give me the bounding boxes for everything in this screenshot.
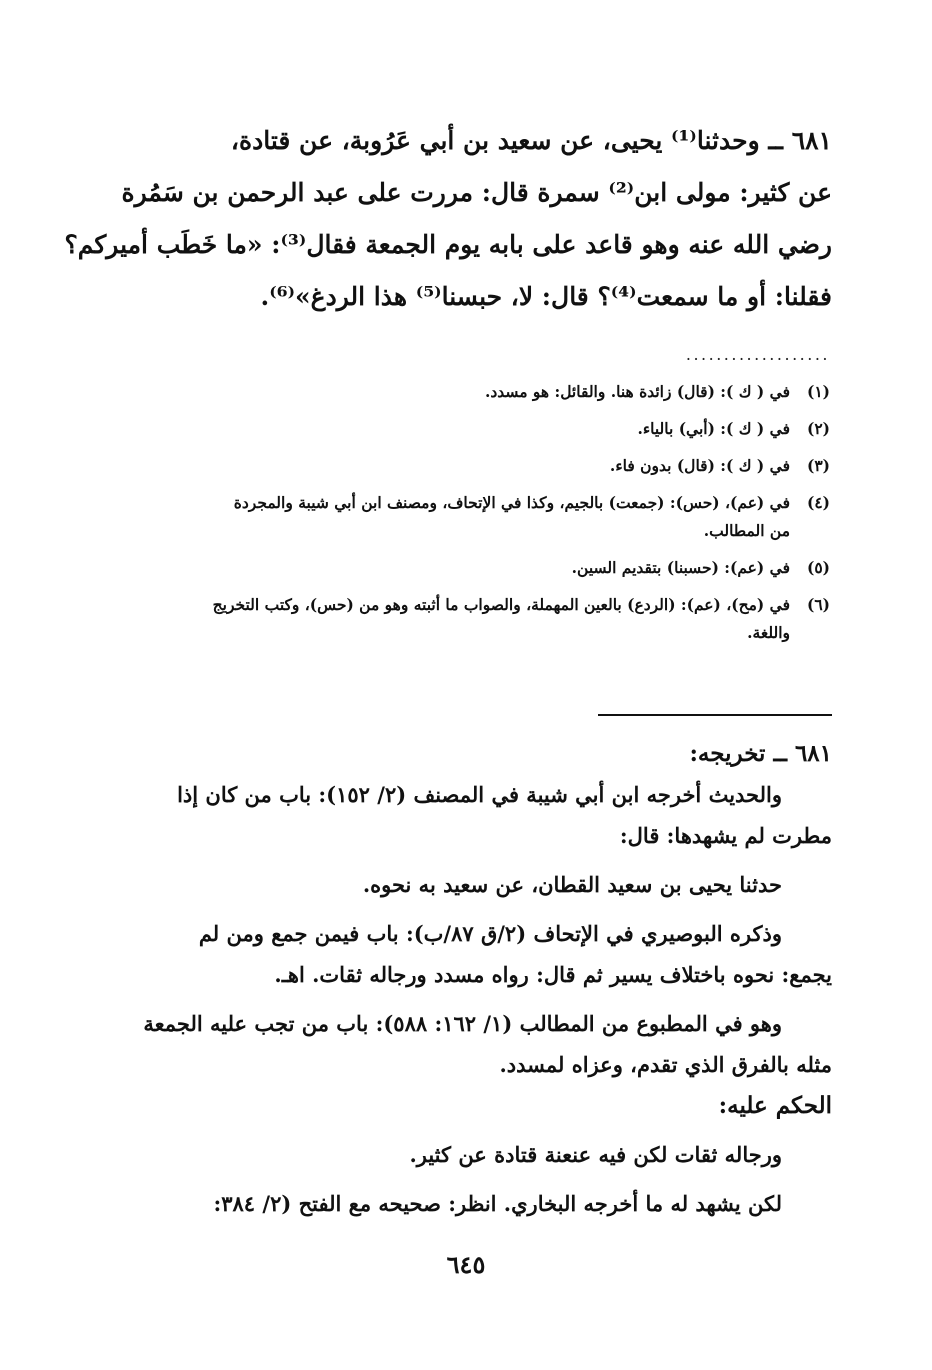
hukm-heading: الحكم عليه: xyxy=(718,1092,832,1119)
footnote-continuation: واللغة. xyxy=(747,623,790,642)
takhrij-line: مثله بالفرق الذي تقدم، وعزاه لمسدد. xyxy=(499,1052,832,1077)
page-number: ٦٤٥ xyxy=(446,1250,486,1279)
footnote-number: (٤) xyxy=(806,493,830,512)
footnote-4 xyxy=(105,489,830,545)
footnote-number: (٦) xyxy=(806,595,830,614)
footnote-text: في ( ك ): (قال) بدون فاء. xyxy=(609,456,790,475)
footnote-separator: ................... xyxy=(685,345,830,364)
footnote-text: في (مح)، (عم): (الردع) بالعين المهملة، والصواب ما أثبته وهو من (حس)، وكتب التخريج xyxy=(212,595,790,614)
takhrij-line: يجمع: نحوه باختلاف يسير ثم قال: رواه مسدد ورجاله ثقات. اهـ. xyxy=(274,962,832,987)
footnote-text: في ( ك ): (أبي) بالياء. xyxy=(637,419,790,438)
footnote-2 xyxy=(105,415,830,443)
footnote-continuation: من المطالب. xyxy=(703,521,790,540)
hadith-text xyxy=(64,115,832,323)
footnote-text: في ( ك ): (قال) زائدة هنا. والقائل: هو مسدد. xyxy=(484,382,790,401)
takhrij-line: والحديث أخرجه ابن أبي شيبة في المصنف (٢/ ١٥٢): باب من كان إذا xyxy=(177,782,782,807)
footnote-text: في (عم)، (حس): (جمعت) بالجيم، وكذا في الإتحاف، ومصنف ابن أبي شيبة والمجردة xyxy=(233,493,790,512)
hadith-line: عن كثير: مولى ابن⁽²⁾ سمرة قال: مررت على عبد الرحمن بن سَمُرة xyxy=(121,178,832,207)
hadith-line: ٦٨١ ــ وحدثنا⁽¹⁾ يحيى، عن سعيد بن أبي عَرُوبة، عن قتادة، xyxy=(230,126,832,155)
footnote-number: (٢) xyxy=(806,419,830,438)
takhrij-line: وهو في المطبوع من المطالب (١/ ١٦٢: ٥٨٨): باب من تجب عليه الجمعة xyxy=(143,1011,782,1036)
takhrij-line: حدثنا يحيى بن سعيد القطان، عن سعيد به نحوه. xyxy=(362,872,782,897)
footnote-3 xyxy=(105,452,830,480)
hadith-line: فقلنا: أو ما سمعت⁽⁴⁾؟ قال: لا، حبسنا⁽⁵⁾ هذا الردغ»⁽⁶⁾. xyxy=(260,282,832,311)
footnote-number: (٥) xyxy=(806,558,830,577)
takhrij-line: مطرت لم يشهدها: قال: xyxy=(619,823,832,848)
hukm-line: ورجاله ثقات لكن فيه عنعنة قتادة عن كثير. xyxy=(409,1142,782,1167)
footnote-text: في (عم): (حسبنا) بتقديم السين. xyxy=(571,558,790,577)
footnotes xyxy=(105,378,830,656)
hadith-line: رضي الله عنه وهو قاعد على بابه يوم الجمعة فقال⁽³⁾: «ما خَطَب أميركم؟ xyxy=(64,230,832,259)
footnote-number: (٣) xyxy=(806,456,830,475)
footnote-1 xyxy=(105,378,830,406)
hukm-line: لكن يشهد له ما أخرجه البخاري. انظر: صحيحه مع الفتح (٢/ ٣٨٤: xyxy=(213,1191,782,1216)
footnote-5 xyxy=(105,554,830,582)
takhrij-line: وذكره البوصيري في الإتحاف (٢/ق ٨٧/ب): باب فيمن جمع ومن لم xyxy=(198,921,782,946)
footnote-number: (١) xyxy=(806,382,830,401)
takhrij-heading: ٦٨١ ــ تخريجه: xyxy=(689,740,832,767)
takhrij-section xyxy=(97,733,832,1224)
section-divider xyxy=(598,714,832,716)
footnote-6 xyxy=(105,591,830,647)
